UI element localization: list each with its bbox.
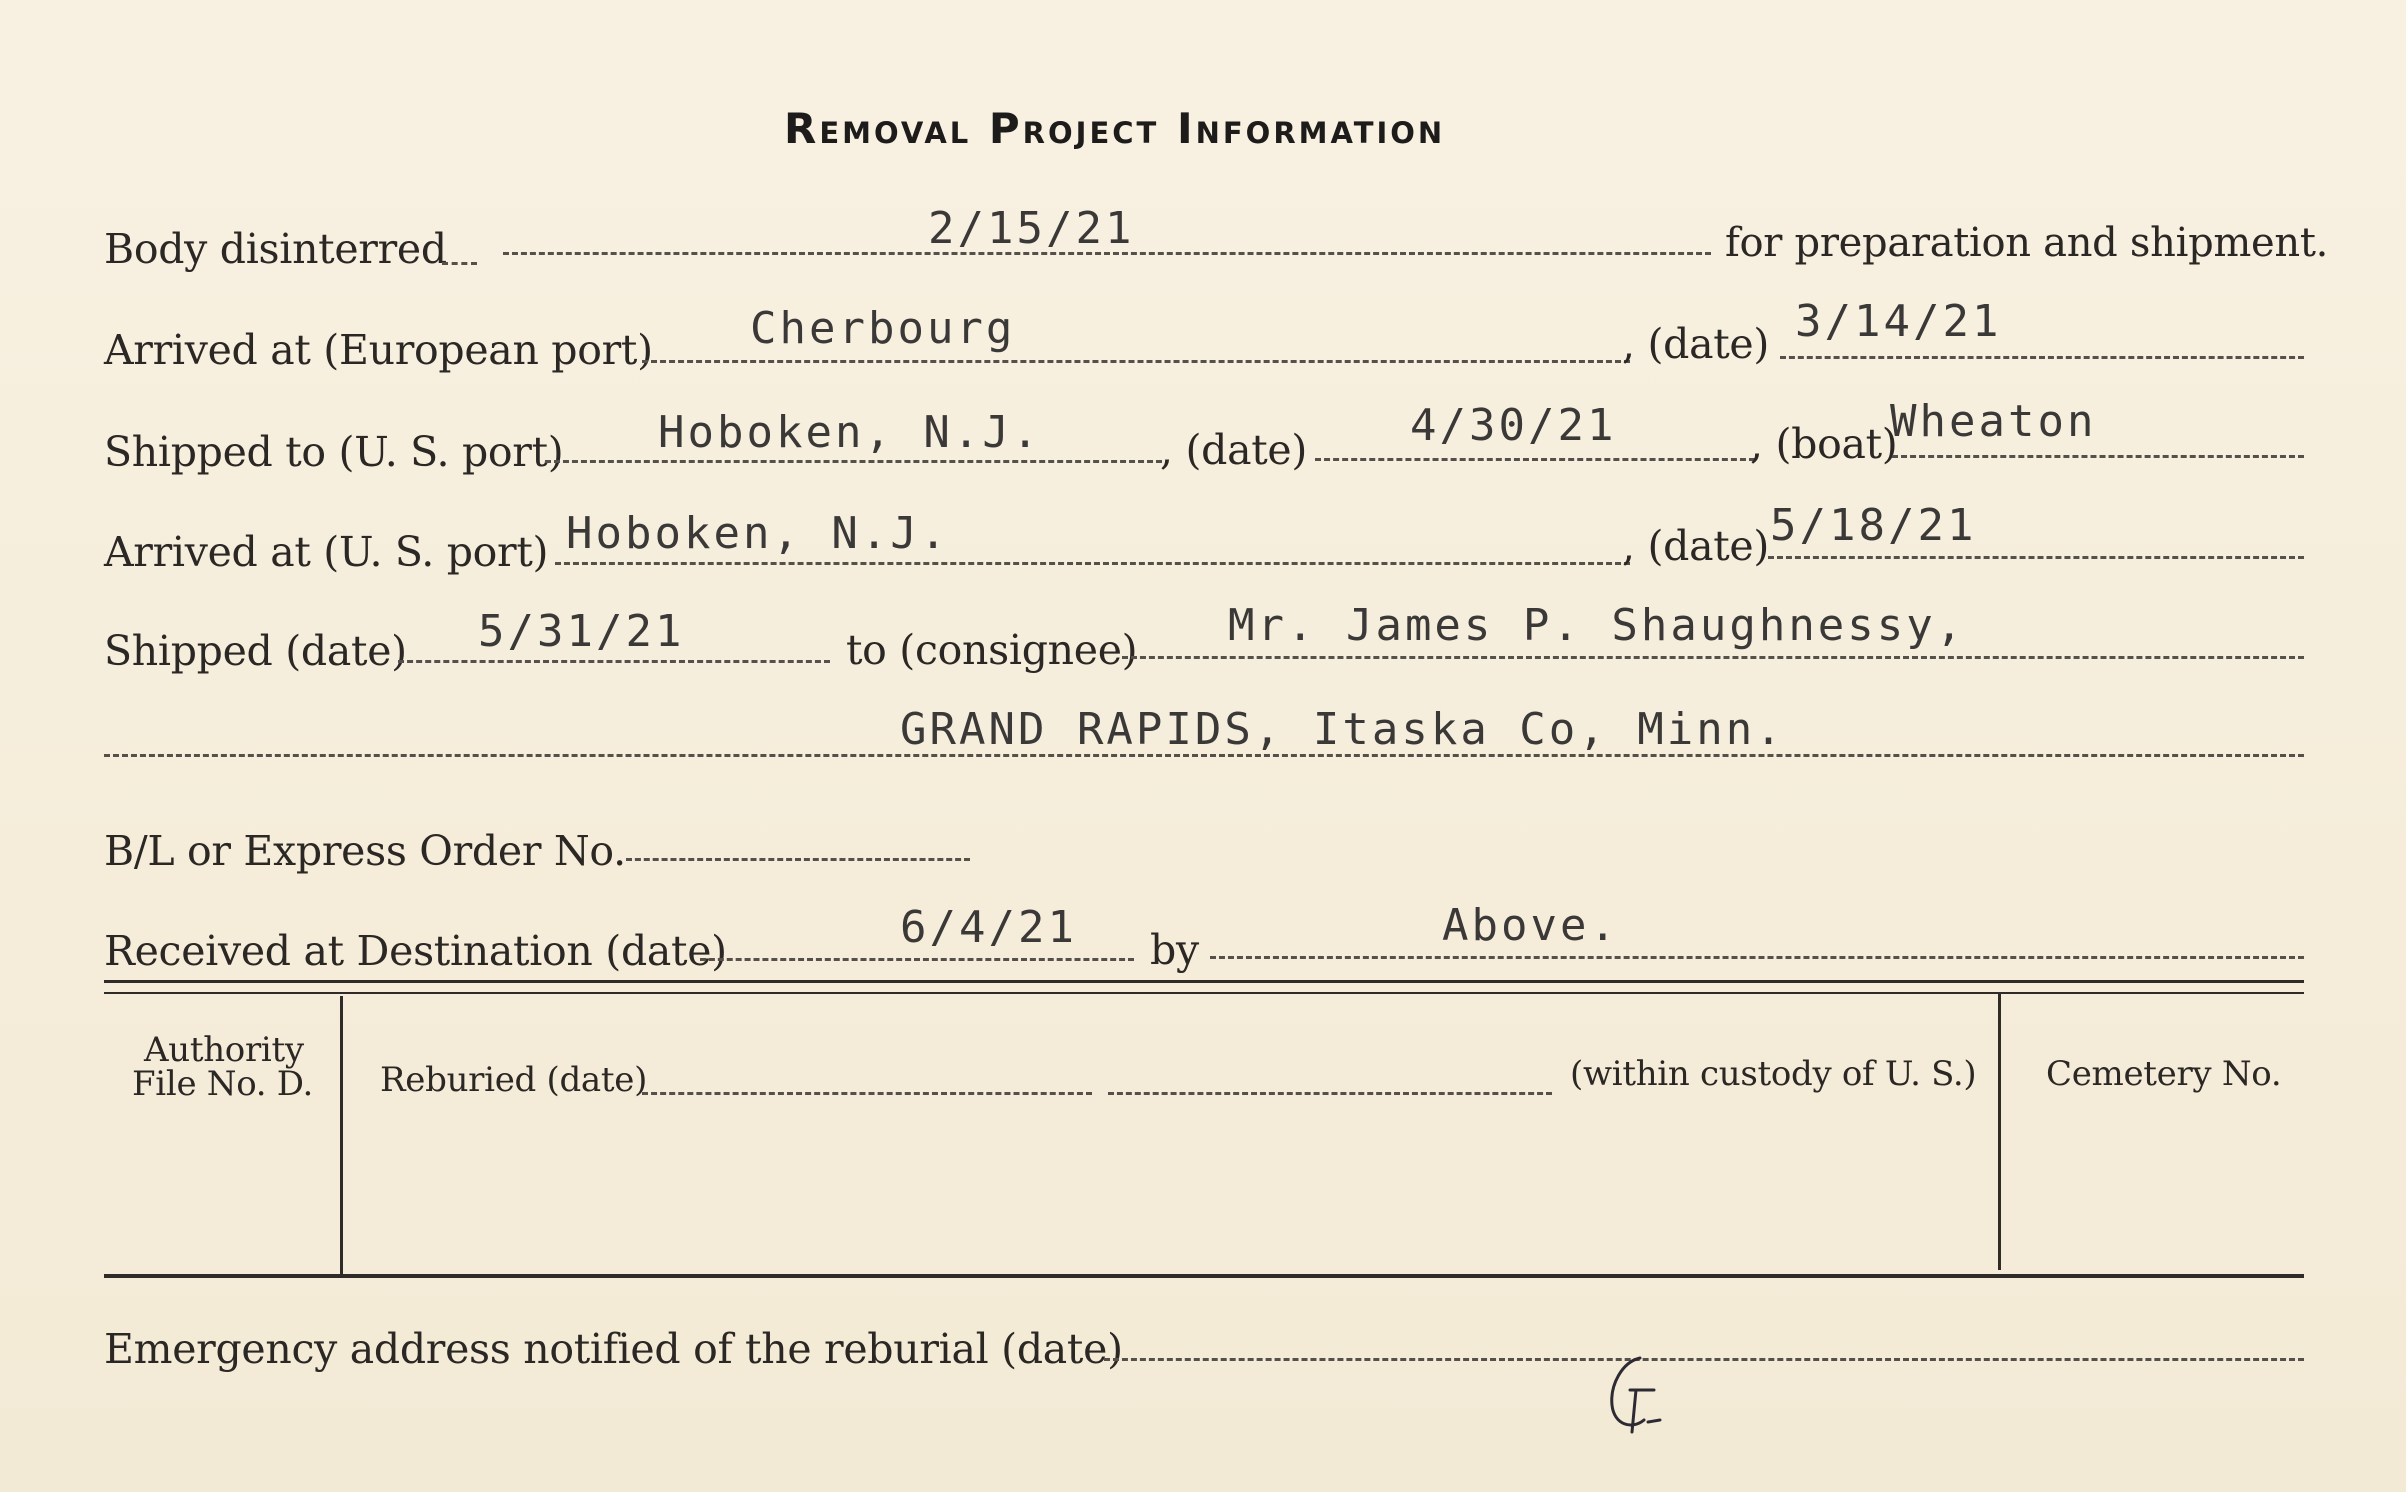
dotted-line [642,1092,1092,1095]
shipped-us-date-label: , (date) [1160,426,1308,474]
table-divider-right [1998,994,2001,1270]
by-label: by [1150,926,1199,974]
by-value: Above. [1442,900,1619,951]
arrived-us-date-value: 5/18/21 [1770,500,1977,551]
handwritten-initial-mark [1602,1350,1662,1445]
dotted-line [626,858,970,861]
shipped-date-value: 5/31/21 [478,606,685,657]
arrived-us-value: Hoboken, N.J. [566,508,950,559]
consignee-value: Mr. James P. Shaughnessy, [1228,600,1966,651]
dotted-line [1892,455,2304,458]
arrived-us-date-label: , (date) [1622,522,1770,570]
custody-label: (within custody of U. S.) [1570,1054,1977,1094]
shipped-us-value: Hoboken, N.J. [658,407,1042,458]
authority-line1: Authority [144,1030,304,1070]
table-bottom-rule [104,1274,2304,1278]
dotted-line [1122,656,2304,659]
body-disinterred-suffix: for preparation and shipment. [1725,220,2329,266]
arrived-european-date-label: , (date) [1622,320,1770,368]
dotted-line [700,958,1134,961]
dotted-line [555,562,1630,565]
dotted-line [1780,356,2304,359]
dotted-line [1768,556,2304,559]
arrived-us-label: Arrived at (U. S. port) [104,528,549,576]
dotted-line [1210,956,2304,959]
boat-label: , (boat) [1750,420,1898,468]
arrived-european-date-value: 3/14/21 [1795,296,2002,347]
shipped-date-label: Shipped (date) [104,627,407,675]
authority-line2: File No. D. [132,1064,314,1104]
dotted-line [642,360,1630,363]
reburied-label: Reburied (date) [380,1060,648,1100]
page-title: Removal Project Information [784,104,1446,153]
dotted-line [1315,458,1755,461]
dotted-line [398,660,830,663]
dotted-line [442,262,477,265]
table-top-rule [104,980,2304,983]
dotted-line [1108,1092,1552,1095]
table-divider-left [340,996,343,1274]
boat-value: Wheaton [1890,396,2097,447]
emergency-label: Emergency address notified of the reburial (date) [104,1325,1123,1373]
arrived-european-label: Arrived at (European port) [104,326,653,374]
bl-label: B/L or Express Order No. [104,827,626,875]
consignee-label: to (consignee) [846,626,1138,674]
received-value: 6/4/21 [900,902,1077,953]
table-top-rule-2 [104,992,2304,994]
dotted-line [545,460,1162,463]
consignee-address: GRAND RAPIDS, Itaska Co, Minn. [900,704,1785,755]
shipped-us-date-value: 4/30/21 [1410,400,1617,451]
body-disinterred-value: 2/15/21 [928,203,1135,254]
arrived-european-value: Cherbourg [750,303,1016,354]
received-label: Received at Destination (date) [104,927,727,975]
shipped-us-label: Shipped to (U. S. port) [104,428,564,476]
cemetery-label: Cemetery No. [2046,1054,2282,1094]
body-disinterred-label: Body disinterred [104,225,447,273]
dotted-line [1104,1358,2304,1361]
